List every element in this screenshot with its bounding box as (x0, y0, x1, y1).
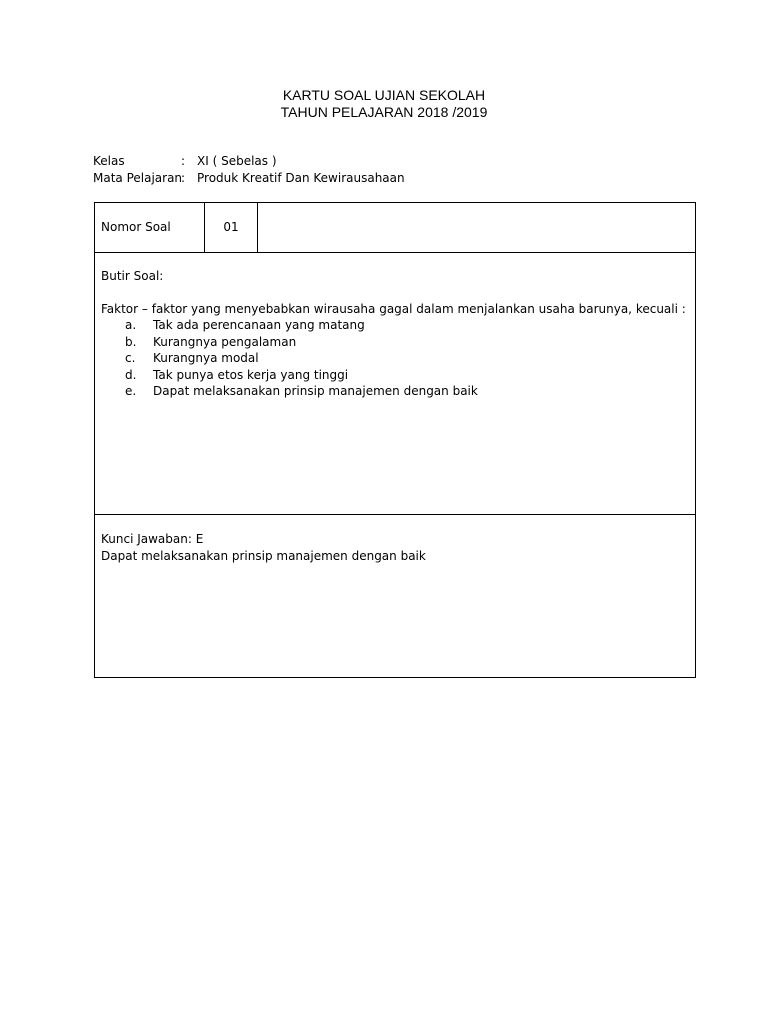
kunci-text: Dapat melaksanakan prinsip manajemen dengan baik (101, 548, 426, 563)
kelas-row (93, 153, 405, 170)
option-text: Kurangnya modal (153, 351, 259, 365)
meta-info (93, 153, 405, 187)
option-b (101, 334, 689, 351)
mapel-row (93, 170, 405, 187)
options-list (101, 317, 689, 400)
title-line-2: TAHUN PELAJARAN 2018 /2019 (280, 104, 488, 120)
option-d (101, 367, 689, 384)
mapel-value: Produk Kreatif Dan Kewirausahaan (197, 171, 405, 185)
title-line-1: KARTU SOAL UJIAN SEKOLAH (282, 87, 486, 103)
option-c (101, 350, 689, 367)
option-letter: e. (125, 384, 137, 398)
mapel-colon: : (181, 171, 186, 185)
option-text: Tak ada perencanaan yang matang (153, 318, 365, 332)
option-text: Tak punya etos kerja yang tinggi (153, 367, 349, 382)
option-letter: b. (125, 334, 137, 349)
nomor-row (95, 203, 695, 253)
document-title (0, 87, 768, 121)
butir-section (95, 253, 695, 515)
option-e (101, 383, 689, 400)
kelas-value: XI ( Sebelas ) (197, 154, 277, 168)
nomor-value: 01 (205, 203, 258, 252)
kelas-colon: : (181, 154, 186, 168)
mapel-label: Mata Pelajaran (93, 171, 183, 185)
option-letter: c. (125, 351, 136, 365)
nomor-label: Nomor Soal (95, 203, 205, 252)
kelas-label: Kelas (93, 154, 125, 168)
option-text: Dapat melaksanakan prinsip manajemen dengan baik (153, 384, 478, 398)
option-text: Kurangnya pengalaman (153, 334, 297, 349)
butir-label: Butir Soal: (101, 269, 164, 283)
question-card (94, 202, 696, 678)
option-letter: d. (125, 367, 137, 382)
option-letter: a. (125, 318, 137, 332)
kunci-label: Kunci Jawaban: E (101, 532, 204, 546)
option-a (101, 317, 689, 334)
question-text: Faktor – faktor yang menyebabkan wirausaha gagal dalam menjalankan usaha barunya, kecuali : (101, 301, 686, 316)
kunci-section (95, 515, 695, 677)
